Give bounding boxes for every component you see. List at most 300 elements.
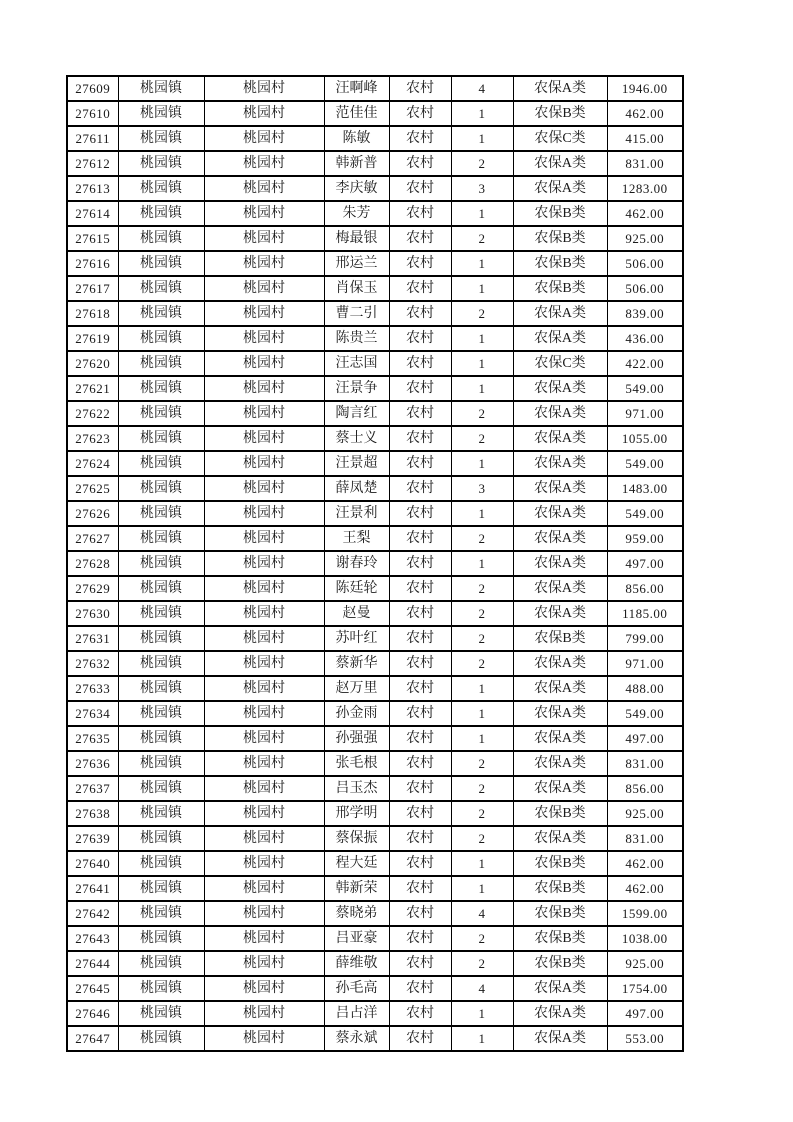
cell-person-name: 薛凤楚 [324,476,389,501]
cell-insurance-type: 农保A类 [513,451,607,476]
cell-person-name: 汪志国 [324,351,389,376]
cell-residence-type: 农村 [389,126,451,151]
table-row [67,576,683,601]
cell-insurance-type: 农保A类 [513,176,607,201]
cell-residence-type: 农村 [389,1026,451,1051]
table-row [67,101,683,126]
cell-insurance-type: 农保A类 [513,751,607,776]
records-table [66,75,684,1052]
table-row [67,626,683,651]
cell-insurance-type: 农保A类 [513,976,607,1001]
cell-village: 桃园村 [204,651,324,676]
cell-residence-type: 农村 [389,426,451,451]
cell-town: 桃园镇 [118,626,204,651]
cell-residence-type: 农村 [389,776,451,801]
cell-amount: 549.00 [607,451,683,476]
cell-person-name: 苏叶红 [324,626,389,651]
cell-town: 桃园镇 [118,751,204,776]
cell-headcount: 1 [451,201,513,226]
cell-amount: 925.00 [607,951,683,976]
cell-insurance-type: 农保A类 [513,726,607,751]
cell-town: 桃园镇 [118,326,204,351]
cell-residence-type: 农村 [389,926,451,951]
cell-serial: 27632 [67,651,118,676]
cell-village: 桃园村 [204,751,324,776]
cell-serial: 27617 [67,276,118,301]
table-row [67,876,683,901]
cell-town: 桃园镇 [118,151,204,176]
table-row [67,276,683,301]
cell-amount: 1599.00 [607,901,683,926]
cell-village: 桃园村 [204,351,324,376]
cell-residence-type: 农村 [389,576,451,601]
table-row [67,426,683,451]
cell-residence-type: 农村 [389,701,451,726]
cell-amount: 839.00 [607,301,683,326]
cell-town: 桃园镇 [118,76,204,101]
cell-residence-type: 农村 [389,376,451,401]
cell-headcount: 1 [451,451,513,476]
table-row [67,751,683,776]
cell-amount: 971.00 [607,651,683,676]
cell-amount: 436.00 [607,326,683,351]
cell-person-name: 孙金雨 [324,701,389,726]
cell-headcount: 2 [451,601,513,626]
cell-amount: 1483.00 [607,476,683,501]
cell-headcount: 2 [451,151,513,176]
cell-village: 桃园村 [204,476,324,501]
table-row [67,951,683,976]
cell-person-name: 孙毛高 [324,976,389,1001]
cell-serial: 27618 [67,301,118,326]
cell-headcount: 4 [451,76,513,101]
cell-residence-type: 农村 [389,651,451,676]
cell-town: 桃园镇 [118,801,204,826]
cell-serial: 27623 [67,426,118,451]
cell-residence-type: 农村 [389,176,451,201]
cell-headcount: 1 [451,376,513,401]
cell-amount: 959.00 [607,526,683,551]
cell-village: 桃园村 [204,376,324,401]
cell-headcount: 1 [451,701,513,726]
cell-amount: 831.00 [607,826,683,851]
table-row [67,726,683,751]
cell-person-name: 蔡保振 [324,826,389,851]
table-row [67,76,683,101]
table-row [67,776,683,801]
cell-serial: 27642 [67,901,118,926]
cell-town: 桃园镇 [118,676,204,701]
cell-amount: 856.00 [607,576,683,601]
cell-insurance-type: 农保A类 [513,76,607,101]
cell-insurance-type: 农保A类 [513,1001,607,1026]
cell-village: 桃园村 [204,301,324,326]
cell-insurance-type: 农保A类 [513,151,607,176]
cell-headcount: 1 [451,876,513,901]
cell-headcount: 2 [451,926,513,951]
cell-residence-type: 农村 [389,451,451,476]
cell-residence-type: 农村 [389,76,451,101]
table-row [67,176,683,201]
cell-insurance-type: 农保A类 [513,676,607,701]
cell-serial: 27637 [67,776,118,801]
cell-residence-type: 农村 [389,326,451,351]
cell-town: 桃园镇 [118,776,204,801]
cell-insurance-type: 农保A类 [513,651,607,676]
cell-residence-type: 农村 [389,676,451,701]
cell-headcount: 2 [451,651,513,676]
table-row [67,226,683,251]
cell-serial: 27616 [67,251,118,276]
table-row [67,526,683,551]
cell-residence-type: 农村 [389,401,451,426]
cell-serial: 27631 [67,626,118,651]
cell-village: 桃园村 [204,426,324,451]
cell-headcount: 1 [451,126,513,151]
cell-headcount: 2 [451,401,513,426]
cell-person-name: 吕占洋 [324,1001,389,1026]
cell-amount: 506.00 [607,276,683,301]
cell-person-name: 邢运兰 [324,251,389,276]
cell-person-name: 汪啊峰 [324,76,389,101]
cell-residence-type: 农村 [389,876,451,901]
cell-headcount: 1 [451,351,513,376]
cell-village: 桃园村 [204,526,324,551]
cell-person-name: 蔡晓弟 [324,901,389,926]
cell-serial: 27609 [67,76,118,101]
cell-person-name: 陈廷轮 [324,576,389,601]
table-row [67,1001,683,1026]
cell-village: 桃园村 [204,451,324,476]
cell-village: 桃园村 [204,126,324,151]
cell-village: 桃园村 [204,501,324,526]
cell-residence-type: 农村 [389,276,451,301]
cell-residence-type: 农村 [389,726,451,751]
cell-residence-type: 农村 [389,601,451,626]
cell-amount: 1946.00 [607,76,683,101]
cell-amount: 462.00 [607,201,683,226]
cell-village: 桃园村 [204,676,324,701]
table-body [67,76,683,1051]
cell-amount: 506.00 [607,251,683,276]
cell-village: 桃园村 [204,851,324,876]
cell-serial: 27630 [67,601,118,626]
cell-village: 桃园村 [204,1026,324,1051]
cell-insurance-type: 农保A类 [513,526,607,551]
cell-residence-type: 农村 [389,526,451,551]
cell-town: 桃园镇 [118,926,204,951]
cell-person-name: 韩新荣 [324,876,389,901]
cell-amount: 422.00 [607,351,683,376]
cell-insurance-type: 农保B类 [513,226,607,251]
cell-residence-type: 农村 [389,551,451,576]
cell-serial: 27639 [67,826,118,851]
cell-person-name: 谢春玲 [324,551,389,576]
cell-town: 桃园镇 [118,401,204,426]
cell-town: 桃园镇 [118,476,204,501]
cell-residence-type: 农村 [389,901,451,926]
cell-amount: 831.00 [607,151,683,176]
cell-person-name: 蔡永斌 [324,1026,389,1051]
table-row [67,501,683,526]
cell-amount: 549.00 [607,376,683,401]
cell-village: 桃园村 [204,576,324,601]
cell-amount: 549.00 [607,701,683,726]
cell-insurance-type: 农保A类 [513,826,607,851]
cell-village: 桃园村 [204,101,324,126]
cell-headcount: 2 [451,526,513,551]
cell-amount: 1055.00 [607,426,683,451]
cell-residence-type: 农村 [389,501,451,526]
cell-amount: 549.00 [607,501,683,526]
cell-insurance-type: 农保B类 [513,876,607,901]
cell-amount: 462.00 [607,851,683,876]
cell-town: 桃园镇 [118,426,204,451]
cell-headcount: 2 [451,226,513,251]
cell-insurance-type: 农保A类 [513,401,607,426]
table-row [67,926,683,951]
cell-person-name: 赵万里 [324,676,389,701]
cell-amount: 971.00 [607,401,683,426]
cell-insurance-type: 农保B类 [513,851,607,876]
cell-residence-type: 农村 [389,251,451,276]
cell-serial: 27635 [67,726,118,751]
cell-residence-type: 农村 [389,851,451,876]
cell-insurance-type: 农保A类 [513,376,607,401]
table-row [67,701,683,726]
table-row [67,551,683,576]
cell-village: 桃园村 [204,776,324,801]
cell-headcount: 1 [451,676,513,701]
cell-person-name: 朱芳 [324,201,389,226]
cell-person-name: 韩新普 [324,151,389,176]
cell-town: 桃园镇 [118,576,204,601]
table-row [67,351,683,376]
table-row [67,326,683,351]
cell-town: 桃园镇 [118,976,204,1001]
cell-headcount: 1 [451,276,513,301]
table-row [67,476,683,501]
cell-headcount: 2 [451,826,513,851]
cell-town: 桃园镇 [118,826,204,851]
cell-insurance-type: 农保C类 [513,126,607,151]
cell-person-name: 曹二引 [324,301,389,326]
table-row [67,1026,683,1051]
cell-town: 桃园镇 [118,651,204,676]
cell-village: 桃园村 [204,726,324,751]
cell-insurance-type: 农保A类 [513,576,607,601]
cell-serial: 27624 [67,451,118,476]
cell-headcount: 2 [451,751,513,776]
cell-insurance-type: 农保A类 [513,501,607,526]
cell-residence-type: 农村 [389,226,451,251]
cell-insurance-type: 农保B类 [513,276,607,301]
cell-town: 桃园镇 [118,901,204,926]
cell-headcount: 1 [451,551,513,576]
table-row [67,826,683,851]
cell-insurance-type: 农保A类 [513,776,607,801]
cell-amount: 415.00 [607,126,683,151]
cell-insurance-type: 农保A类 [513,301,607,326]
cell-town: 桃园镇 [118,1026,204,1051]
cell-person-name: 蔡新华 [324,651,389,676]
cell-person-name: 范佳佳 [324,101,389,126]
cell-person-name: 薛维敬 [324,951,389,976]
cell-headcount: 1 [451,1001,513,1026]
table-row [67,901,683,926]
cell-town: 桃园镇 [118,301,204,326]
table-row [67,251,683,276]
cell-town: 桃园镇 [118,126,204,151]
cell-insurance-type: 农保B类 [513,951,607,976]
cell-village: 桃园村 [204,76,324,101]
cell-serial: 27645 [67,976,118,1001]
cell-insurance-type: 农保A类 [513,1026,607,1051]
cell-headcount: 1 [451,101,513,126]
cell-insurance-type: 农保A类 [513,326,607,351]
cell-residence-type: 农村 [389,951,451,976]
cell-serial: 27610 [67,101,118,126]
cell-amount: 497.00 [607,1001,683,1026]
cell-serial: 27646 [67,1001,118,1026]
cell-headcount: 2 [451,776,513,801]
cell-person-name: 王梨 [324,526,389,551]
cell-serial: 27626 [67,501,118,526]
cell-town: 桃园镇 [118,351,204,376]
cell-insurance-type: 农保B类 [513,926,607,951]
cell-amount: 553.00 [607,1026,683,1051]
cell-person-name: 孙强强 [324,726,389,751]
cell-residence-type: 农村 [389,351,451,376]
table-row [67,801,683,826]
cell-insurance-type: 农保A类 [513,551,607,576]
cell-person-name: 吕玉杰 [324,776,389,801]
cell-serial: 27622 [67,401,118,426]
cell-serial: 27627 [67,526,118,551]
cell-headcount: 2 [451,576,513,601]
cell-village: 桃园村 [204,1001,324,1026]
cell-town: 桃园镇 [118,501,204,526]
cell-town: 桃园镇 [118,876,204,901]
cell-serial: 27638 [67,801,118,826]
cell-insurance-type: 农保A类 [513,426,607,451]
cell-residence-type: 农村 [389,801,451,826]
cell-headcount: 4 [451,901,513,926]
cell-headcount: 1 [451,1026,513,1051]
cell-amount: 925.00 [607,226,683,251]
cell-person-name: 陈敏 [324,126,389,151]
cell-village: 桃园村 [204,551,324,576]
cell-headcount: 3 [451,476,513,501]
cell-person-name: 汪景争 [324,376,389,401]
cell-serial: 27619 [67,326,118,351]
table-row [67,451,683,476]
cell-amount: 925.00 [607,801,683,826]
cell-village: 桃园村 [204,801,324,826]
cell-serial: 27611 [67,126,118,151]
cell-headcount: 3 [451,176,513,201]
table-row [67,676,683,701]
cell-person-name: 陈贵兰 [324,326,389,351]
table-row [67,376,683,401]
cell-insurance-type: 农保B类 [513,801,607,826]
cell-serial: 27628 [67,551,118,576]
table-row [67,201,683,226]
cell-serial: 27633 [67,676,118,701]
cell-town: 桃园镇 [118,176,204,201]
cell-insurance-type: 农保B类 [513,626,607,651]
cell-headcount: 1 [451,251,513,276]
cell-insurance-type: 农保B类 [513,251,607,276]
table-row [67,126,683,151]
cell-headcount: 1 [451,326,513,351]
cell-residence-type: 农村 [389,976,451,1001]
cell-village: 桃园村 [204,226,324,251]
cell-village: 桃园村 [204,151,324,176]
cell-town: 桃园镇 [118,726,204,751]
cell-village: 桃园村 [204,876,324,901]
cell-insurance-type: 农保B类 [513,201,607,226]
cell-insurance-type: 农保A类 [513,476,607,501]
cell-person-name: 肖保玉 [324,276,389,301]
cell-headcount: 4 [451,976,513,1001]
cell-serial: 27629 [67,576,118,601]
cell-residence-type: 农村 [389,101,451,126]
table-row [67,151,683,176]
cell-serial: 27643 [67,926,118,951]
cell-town: 桃园镇 [118,951,204,976]
table-row [67,851,683,876]
cell-village: 桃园村 [204,951,324,976]
cell-person-name: 程大廷 [324,851,389,876]
cell-headcount: 2 [451,426,513,451]
cell-insurance-type: 农保B类 [513,101,607,126]
cell-serial: 27613 [67,176,118,201]
cell-person-name: 张毛根 [324,751,389,776]
cell-serial: 27614 [67,201,118,226]
cell-town: 桃园镇 [118,601,204,626]
cell-residence-type: 农村 [389,1001,451,1026]
cell-amount: 462.00 [607,101,683,126]
cell-serial: 27621 [67,376,118,401]
cell-serial: 27640 [67,851,118,876]
table-row [67,401,683,426]
cell-residence-type: 农村 [389,151,451,176]
cell-serial: 27615 [67,226,118,251]
cell-headcount: 1 [451,726,513,751]
cell-town: 桃园镇 [118,376,204,401]
cell-village: 桃园村 [204,901,324,926]
cell-town: 桃园镇 [118,551,204,576]
cell-person-name: 赵曼 [324,601,389,626]
cell-village: 桃园村 [204,251,324,276]
cell-serial: 27636 [67,751,118,776]
cell-headcount: 1 [451,851,513,876]
cell-town: 桃园镇 [118,526,204,551]
cell-amount: 799.00 [607,626,683,651]
table-row [67,301,683,326]
cell-headcount: 2 [451,626,513,651]
cell-serial: 27644 [67,951,118,976]
cell-village: 桃园村 [204,626,324,651]
table-row [67,976,683,1001]
cell-town: 桃园镇 [118,101,204,126]
cell-village: 桃园村 [204,401,324,426]
cell-insurance-type: 农保B类 [513,901,607,926]
cell-village: 桃园村 [204,176,324,201]
cell-village: 桃园村 [204,326,324,351]
cell-village: 桃园村 [204,201,324,226]
